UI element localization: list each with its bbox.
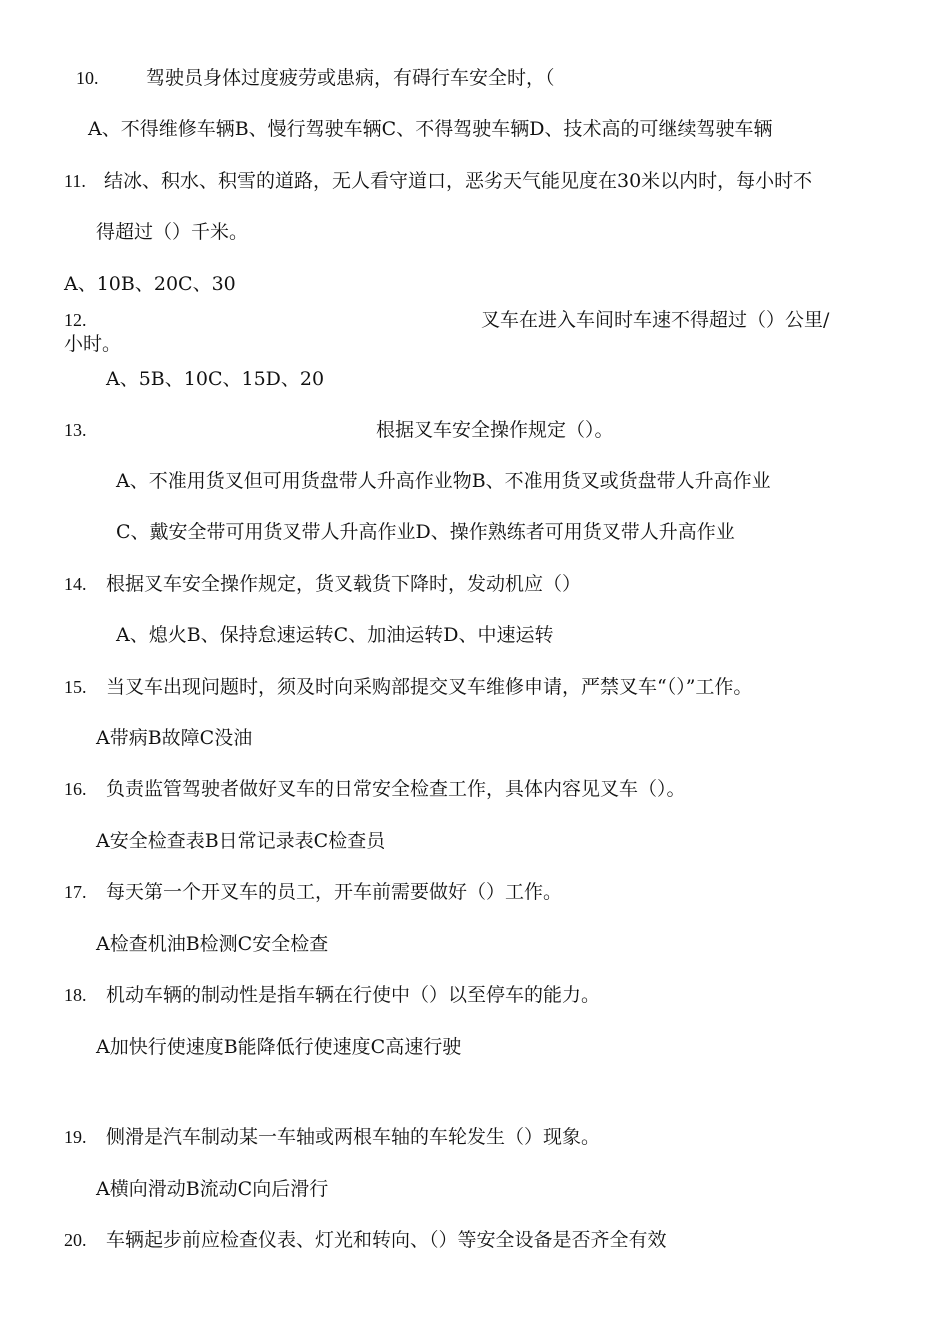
question-number: 15. — [64, 677, 87, 697]
question-text: 结冰、积水、积雪的道路，无人看守道口，恶劣天气能见度在30米以内时，每小时不 — [104, 170, 813, 192]
question-number: 13. — [64, 420, 87, 440]
question-number: 10. — [76, 68, 99, 88]
answer-options: A检查机油B检测C安全检查 — [96, 933, 329, 955]
question-text: 根据叉车安全操作规定（）。 — [376, 419, 614, 441]
question-text: 驾驶员身体过度疲劳或患病，有碍行车安全时，（ — [146, 67, 555, 89]
question-number: 16. — [64, 779, 87, 799]
question-number: 11. — [64, 171, 86, 191]
answer-options-continued: C、戴安全带可用货叉带人升高作业D、操作熟练者可用货叉带人升高作业 — [116, 521, 735, 543]
answer-options: A、不准用货叉但可用货盘带人升高作业物B、不准用货叉或货盘带人升高作业 — [116, 470, 771, 492]
question-number: 19. — [64, 1127, 87, 1147]
question-text-continued: 小时。 — [64, 333, 122, 355]
question-text: 车辆起步前应检查仪表、灯光和转向、（）等安全设备是否齐全有效 — [106, 1229, 667, 1251]
question-text: 机动车辆的制动性是指车辆在行使中（）以至停车的能力。 — [106, 984, 601, 1006]
answer-options: A带病B故障C没油 — [96, 727, 253, 749]
answer-options: A安全检查表B日常记录表C检查员 — [96, 830, 386, 852]
question-number: 18. — [64, 985, 87, 1005]
question-text: 负责监管驾驶者做好叉车的日常安全检查工作，具体内容见叉车（）。 — [106, 778, 686, 800]
question-text: 每天第一个开叉车的员工，开车前需要做好（）工作。 — [106, 881, 563, 903]
answer-options: A加快行使速度B能降低行使速度C高速行驶 — [96, 1036, 462, 1058]
question-text: 当叉车出现问题时，须及时向采购部提交叉车维修申请，严禁叉车“（）”工作。 — [106, 676, 753, 698]
question-number: 17. — [64, 882, 87, 902]
answer-options: A、5B、10C、15D、20 — [106, 368, 325, 390]
answer-options: A、10B、20C、30 — [64, 273, 236, 295]
question-text: 叉车在进入车间时车速不得超过（）公里/ — [481, 309, 830, 331]
question-text: 侧滑是汽车制动某一车轴或两根车轴的车轮发生（）现象。 — [106, 1126, 601, 1148]
answer-options: A、不得维修车辆B、慢行驾驶车辆C、不得驾驶车辆D、技术高的可继续驾驶车辆 — [88, 118, 773, 140]
question-text: 根据叉车安全操作规定，货叉载货下降时，发动机应（） — [106, 573, 582, 595]
question-text-continued: 得超过（）千米。 — [96, 221, 249, 243]
question-number: 12. — [64, 310, 87, 330]
answer-options: A、熄火B、保持怠速运转C、加油运转D、中速运转 — [116, 624, 554, 646]
question-number: 14. — [64, 574, 87, 594]
answer-options: A横向滑动B流动C向后滑行 — [96, 1178, 329, 1200]
question-number: 20. — [64, 1230, 87, 1250]
